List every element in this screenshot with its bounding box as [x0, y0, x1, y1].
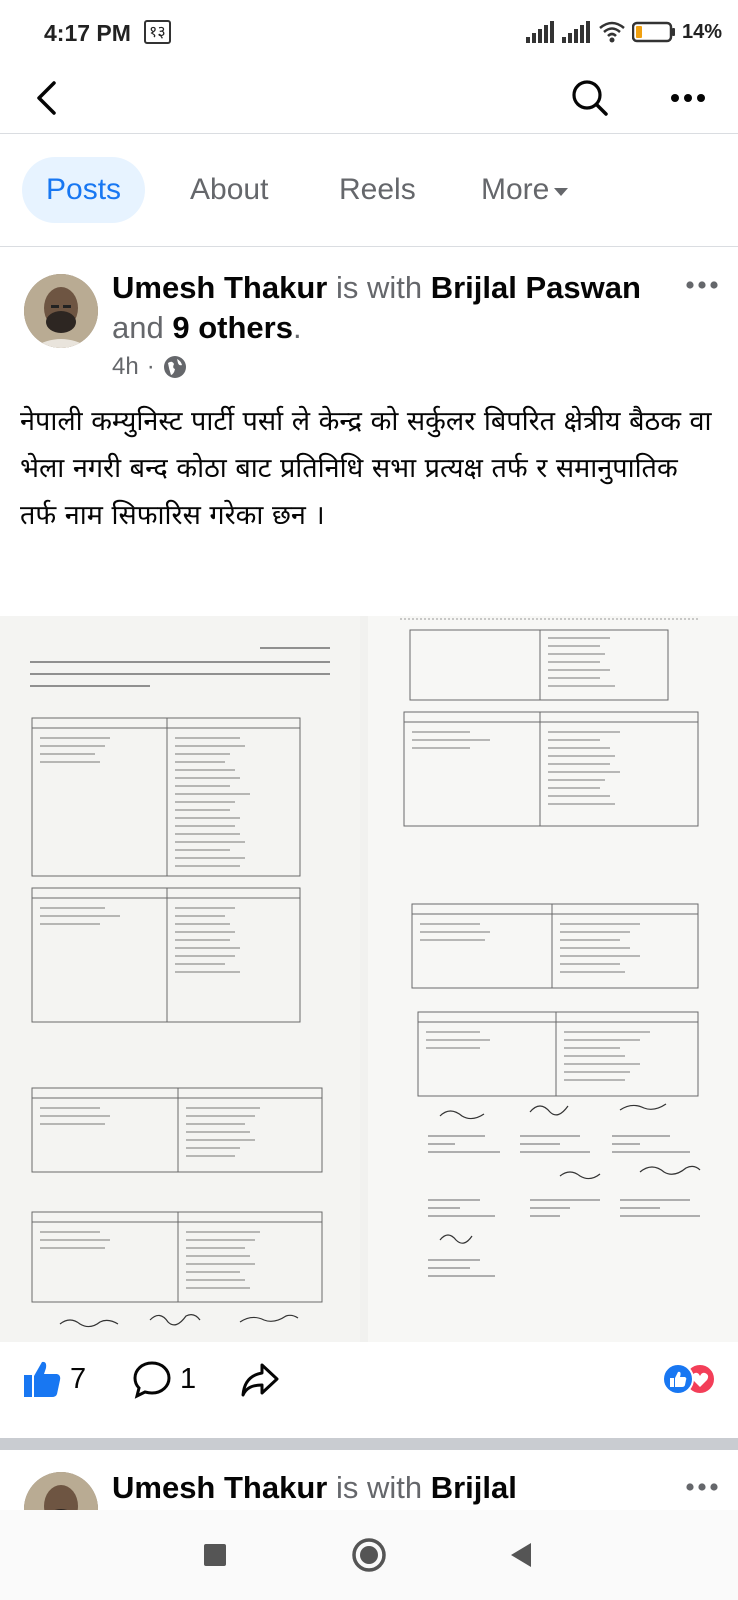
- profile-tabs: [0, 135, 738, 247]
- post-header: [112, 1468, 517, 1508]
- system-nav-bar: [0, 1510, 738, 1600]
- tab-posts[interactable]: [22, 157, 145, 223]
- tab-label: More: [481, 173, 550, 206]
- reactions-summary[interactable]: [660, 1362, 720, 1396]
- thumbs-up-icon: [22, 1359, 62, 1399]
- post-text: नेपाली कम्युनिस्ट पार्टी पर्सा ले केन्द्र को सर्कुलर बिपरित क्षेत्रीय बैठक वा भेला नगरी बन्द कोठा बाट प्रतिनिधि सभा प्रत्यक्ष तर्फ र समानुपातिक तर्फ नाम सिफारिस गरेका छन ।: [20, 406, 712, 531]
- author-name[interactable]: Umesh Thakur: [112, 270, 328, 305]
- author-name[interactable]: Umesh Thakur: [112, 1470, 328, 1505]
- post-options-button[interactable]: [678, 268, 726, 302]
- circle-home-icon: [351, 1537, 387, 1573]
- search-button[interactable]: [566, 74, 614, 122]
- post-time[interactable]: 4h: [112, 353, 139, 380]
- and-text: and: [112, 310, 164, 345]
- with-text: is with: [335, 270, 423, 305]
- comment-count: 1: [180, 1362, 197, 1395]
- system-back-button[interactable]: [496, 1530, 546, 1580]
- search-icon: [570, 78, 610, 118]
- like-button[interactable]: [22, 1358, 86, 1400]
- back-button[interactable]: [24, 74, 68, 122]
- reaction-icons: [660, 1362, 720, 1396]
- tab-label: Reels: [339, 173, 416, 206]
- caret-down-icon: [554, 188, 568, 196]
- person-photo-icon: [24, 1472, 98, 1510]
- signal-icon: [526, 21, 556, 43]
- status-time: 4:17 PM: [44, 20, 131, 46]
- battery-percent: 14%: [681, 20, 722, 43]
- recents-button[interactable]: [190, 1530, 240, 1580]
- square-icon: [203, 1543, 227, 1567]
- chevron-left-icon: [34, 80, 58, 116]
- more-dots-icon: [670, 93, 706, 103]
- post: [0, 248, 738, 1438]
- comment-button[interactable]: [132, 1358, 196, 1400]
- more-options-button[interactable]: [664, 74, 712, 122]
- globe-icon: [163, 355, 187, 379]
- tagged-name[interactable]: Brijlal: [430, 1470, 517, 1505]
- others-link[interactable]: 9 others: [172, 310, 293, 345]
- signal-icon: [562, 21, 592, 43]
- post-photo[interactable]: [0, 616, 738, 1342]
- post-meta: 4h ·: [112, 352, 187, 382]
- tab-about[interactable]: [190, 157, 268, 223]
- with-text: is with: [335, 1470, 423, 1505]
- tagged-name[interactable]: Brijlal Paswan: [430, 270, 641, 305]
- document-photo: [0, 616, 738, 1342]
- top-bar: [0, 64, 738, 134]
- post-header: Umesh Thakur is with Brijlal Paswan and 9 others.: [112, 270, 641, 345]
- more-dots-icon: [685, 1482, 719, 1492]
- avatar[interactable]: [24, 1472, 98, 1510]
- share-button[interactable]: [240, 1358, 280, 1400]
- status-bar: [0, 0, 738, 64]
- more-dots-icon: [685, 280, 719, 290]
- next-post: [0, 1450, 738, 1510]
- status-icons: [526, 18, 722, 46]
- wifi-icon: [598, 20, 626, 44]
- tab-label: About: [190, 173, 269, 206]
- tab-reels[interactable]: [339, 157, 416, 223]
- avatar[interactable]: [24, 274, 98, 348]
- status-badge: १३: [144, 20, 171, 44]
- like-count: 7: [70, 1362, 87, 1395]
- share-icon: [240, 1359, 280, 1399]
- triangle-back-icon: [508, 1541, 534, 1569]
- person-photo-icon: [24, 274, 98, 348]
- feed-separator: [0, 1438, 738, 1450]
- battery-icon: [632, 21, 676, 43]
- tab-more[interactable]: [481, 157, 568, 223]
- tab-label: Posts: [46, 173, 122, 206]
- post-actions: [0, 1348, 738, 1410]
- comment-icon: [132, 1359, 172, 1399]
- home-button[interactable]: [344, 1530, 394, 1580]
- post-options-button[interactable]: [678, 1470, 726, 1504]
